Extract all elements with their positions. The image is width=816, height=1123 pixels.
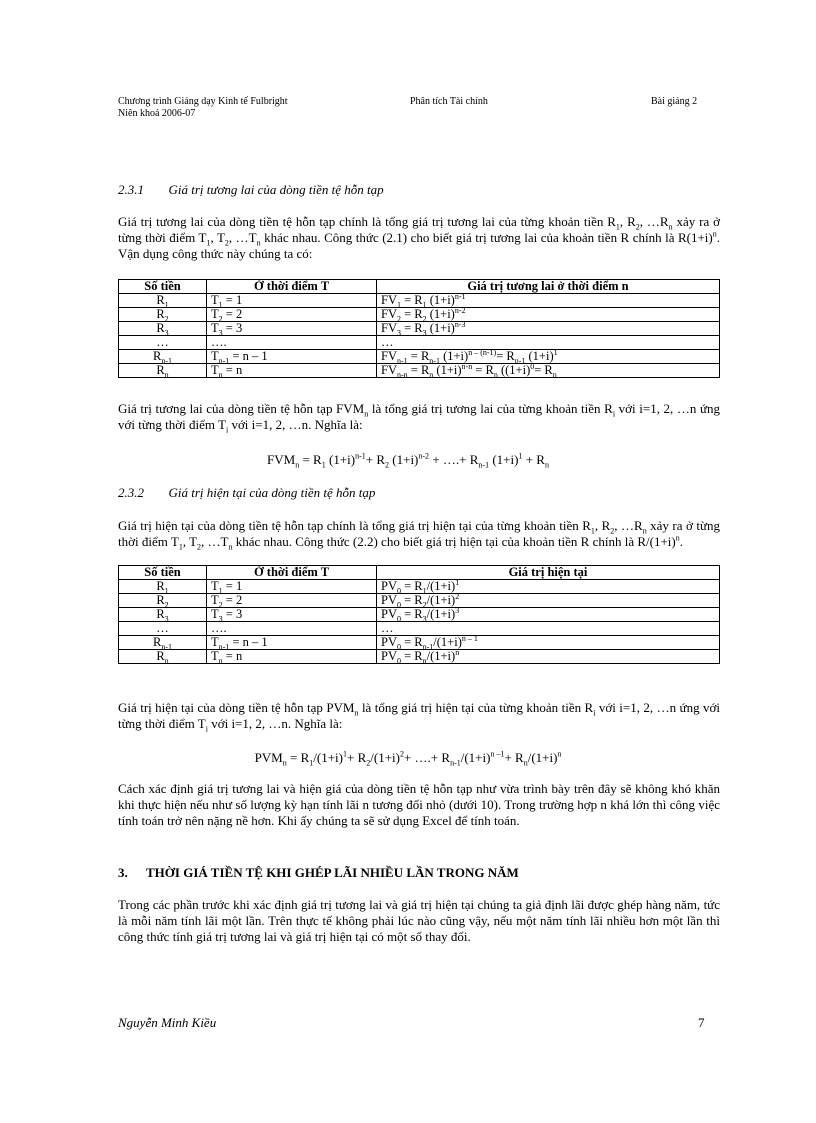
after-text: với bbox=[618, 401, 636, 416]
table-row: $R_3$ $T_3 = 3$ $PV_0 = R_3/(1+i)^3$ bbox=[119, 608, 720, 622]
after-text: với i=1, 2, bbox=[598, 700, 654, 715]
table-header-row bbox=[119, 566, 720, 580]
header-program: Chương trình Giảng dạy Kinh tế Fulbright bbox=[118, 96, 288, 107]
after-text: là tổng giá trị tương lai của từng khoản tiền R bbox=[371, 401, 613, 416]
header-subject: Phân tích Tài chính bbox=[410, 96, 488, 107]
section-3-heading bbox=[118, 865, 519, 881]
after-text: với i=1, 2, …n. Nghĩa là: bbox=[211, 716, 343, 731]
column-header: Ở thời điểm T bbox=[207, 566, 377, 580]
section-232-title: Giá trị hiện tại của dòng tiền tệ hỗn tạp bbox=[168, 485, 376, 500]
column-header: Giá trị hiện tại bbox=[377, 566, 720, 580]
present-value-table bbox=[118, 565, 720, 664]
after-text: Giá trị hiện tại của dòng tiền tệ hỗn tạp PVM bbox=[118, 700, 355, 715]
footer-author: Nguyễn Minh Kiều bbox=[118, 1015, 217, 1030]
table-row: … …. … bbox=[119, 336, 720, 350]
table-row: $R_n$ $T_n = n$ $FV_{n-n} = R_n$ $(1+i)^{n-n} = R_n$ ($(1+i)^0= R_n$ bbox=[119, 364, 720, 378]
section-231-number: 2.3.1 bbox=[118, 182, 144, 197]
intro-text: tiền R chính là R/(1+i) bbox=[557, 534, 676, 549]
intro-text: xảy ra ở từng thời điểm T bbox=[118, 518, 721, 549]
intro-text: Giá trị hiện tại của dòng tiền tệ hỗn tạp chính là tổng giá trị hiện tại của từng khoản tiền R bbox=[118, 518, 591, 533]
after-text: Giá trị tương lai của dòng tiền tệ hỗn tạp FVM bbox=[118, 401, 365, 416]
table-row: $R_{n-1}$ $T_{n-1} = n - 1$ $FV_{n-1} = R_{n-1}$ $(1+i)^{n - (n-1)}= R_{n-1}$ $(1+i)^1$ bbox=[119, 350, 720, 364]
intro-text: khoản tiền R chính là R(1+i) bbox=[562, 230, 713, 245]
pvm-formula: $PVM_n = R_1/(1+i)^1+ R_2/(1+i)^2+$ ….+ $R_{n-1}/(1+i)^{n -1}+ R_n/(1+i)^n$ bbox=[254, 749, 562, 768]
table-row: $R_{n-1}$ $T_{n-1} = n - 1$ $PV_0 = R_{n-1}/(1+i)^{n - 1}$ bbox=[119, 636, 720, 650]
header-year: Niên khoá 2006-07 bbox=[118, 108, 196, 119]
table-row: $R_3$ $T_3 = 3$ $FV_3 = R_3$ $(1+i)^{n-3}$ bbox=[119, 322, 720, 336]
section-232-number: 2.3.2 bbox=[118, 485, 144, 500]
section-3-number: 3. bbox=[118, 865, 128, 880]
table-row: $R_2$ $T_2 = 2$ $PV_0 = R_2/(1+i)^2$ bbox=[119, 594, 720, 608]
section-231-intro: Giá trị tương lai của dòng tiền tệ hỗn tạp chính là tổng giá trị tương lai của từng khoản tiền $R_1$, $R_2$, $\dots R_n$ xảy ra ở từng thời điểm $T_1$, $T_2$, $\dots T_n$ khác nhau. Công thức (2.1) cho biết giá trị tương lai của khoản tiền R chính là $R(1+i)^n$. Vận dụng công thức này chúng ta có: bbox=[118, 214, 721, 261]
section-232-heading bbox=[118, 485, 375, 501]
section-231-heading bbox=[118, 182, 384, 198]
future-value-table bbox=[118, 279, 720, 378]
column-header: Số tiền bbox=[119, 280, 207, 294]
section-231-after: Giá trị tương lai của dòng tiền tệ hỗn tạp $FVM_n$ là tổng giá trị tương lai của từng khoản tiền $R_i$ với i=1, 2, …n ứng với từng thời điểm $T_i$ với i=1, 2, …n. Nghĩa là: bbox=[118, 401, 721, 435]
table-row: $R_2$ $T_2 = 2$ $FV_2 = R_2$ $(1+i)^{n-2}$ bbox=[119, 308, 720, 322]
after-text: …n ứng với từng thời điểm T bbox=[118, 700, 721, 731]
section-232-after: Giá trị hiện tại của dòng tiền tệ hỗn tạp $PVM_n$ là tổng giá trị hiện tại của từng khoản tiền $R_i$ với i=1, 2, …n ứng với từng thời điểm $T_i$ với i=1, 2, …n. Nghĩa là: bbox=[118, 700, 721, 734]
section-232-intro: Giá trị hiện tại của dòng tiền tệ hỗn tạp chính là tổng giá trị hiện tại của từng khoản tiền $R_1$, $R_2$, $\dots R_n$ xảy ra ở từng thời điểm $T_1$, $T_2$, $\dots T_n$ khác nhau. Công thức (2.2) cho biết giá trị hiện tại của khoản tiền R chính là $R/(1+i)^n$. bbox=[118, 518, 721, 552]
after-text: là tổng giá trị hiện tại của từng khoản tiền R bbox=[361, 700, 594, 715]
section-231-title: Giá trị tương lai của dòng tiền tệ hỗn tạp bbox=[168, 182, 384, 197]
column-header: Số tiền bbox=[119, 566, 207, 580]
table-row: $R_1$ $T_1 = 1$ $PV_0 = R_1/(1+i)^1$ bbox=[119, 580, 720, 594]
table-header-row bbox=[119, 280, 720, 294]
intro-text: xảy ra ở từng thời điểm T bbox=[118, 214, 721, 245]
column-header: Ở thời điểm T bbox=[207, 280, 377, 294]
table-row: $R_1$ $T_1 = 1$ $FV_1 = R_1$ $(1+i)^{n-1}$ bbox=[119, 294, 720, 308]
after-text: i=1, 2, …n ứng với từng thời điểm T bbox=[118, 401, 721, 432]
intro-text: . Vận dụng công thức này chúng ta có: bbox=[118, 230, 720, 261]
table-row: … …. … bbox=[119, 622, 720, 636]
section-232-closing: Cách xác định giá trị tương lai và hiện giá của dòng tiền tệ hỗn tạp như vừa trình bày trên đây sẽ không khó khăn khi thực hiện nếu như số lượng kỳ hạn tính lãi n tương đối nhỏ (dưới 10). Trong trường hợp n khá lớn thì công việc tính toán trở nên nặng nề hơn. Khi ấy chúng ta sẽ sử dụng Excel để tính toán. bbox=[118, 781, 720, 828]
section-3-title: THỜI GIÁ TIỀN TỆ KHI GHÉP LÃI NHIỀU LẦN TRONG NĂM bbox=[146, 865, 519, 880]
header-lecture: Bài giảng 2 bbox=[651, 96, 698, 107]
section-3-body: Trong các phần trước khi xác định giá trị tương lai và giá trị hiện tại chúng ta giả định lãi được ghép hàng năm, tức là mỗi năm tính lãi một lần. Trên thực tế không phải lúc nào cũng vậy, nếu một năm tính lãi nhiều hơn một lần thì công thức tính giá trị tương lai và giá trị hiện tại có một số thay đổi. bbox=[118, 897, 720, 944]
fvm-formula: $FVM_n = R_1$ $(1+i)^{n-1}+ R_2$ $(1+i)^{n-2}$ + ….+ $R_{n-1}$ $(1+i)^1 + R_n$ bbox=[267, 451, 549, 470]
page-number: 7 bbox=[698, 1015, 705, 1030]
intro-text: khác nhau. Công thức (2.2) cho biết giá trị hiện tại của khoản bbox=[235, 534, 555, 549]
intro-text: Giá trị tương lai của dòng tiền tệ hỗn tạp chính là tổng giá trị tương lai của từng khoản tiền R bbox=[118, 214, 616, 229]
after-text: với i=1, 2, …n. Nghĩa là: bbox=[231, 417, 363, 432]
column-header: Giá trị tương lai ở thời điểm n bbox=[377, 280, 720, 294]
table-row: $R_n$ $T_n = n$ $PV_0 = R_n/(1+i)^n$ bbox=[119, 650, 720, 664]
intro-text: khác nhau. Công thức (2.1) cho biết giá trị tương lai của bbox=[264, 230, 559, 245]
